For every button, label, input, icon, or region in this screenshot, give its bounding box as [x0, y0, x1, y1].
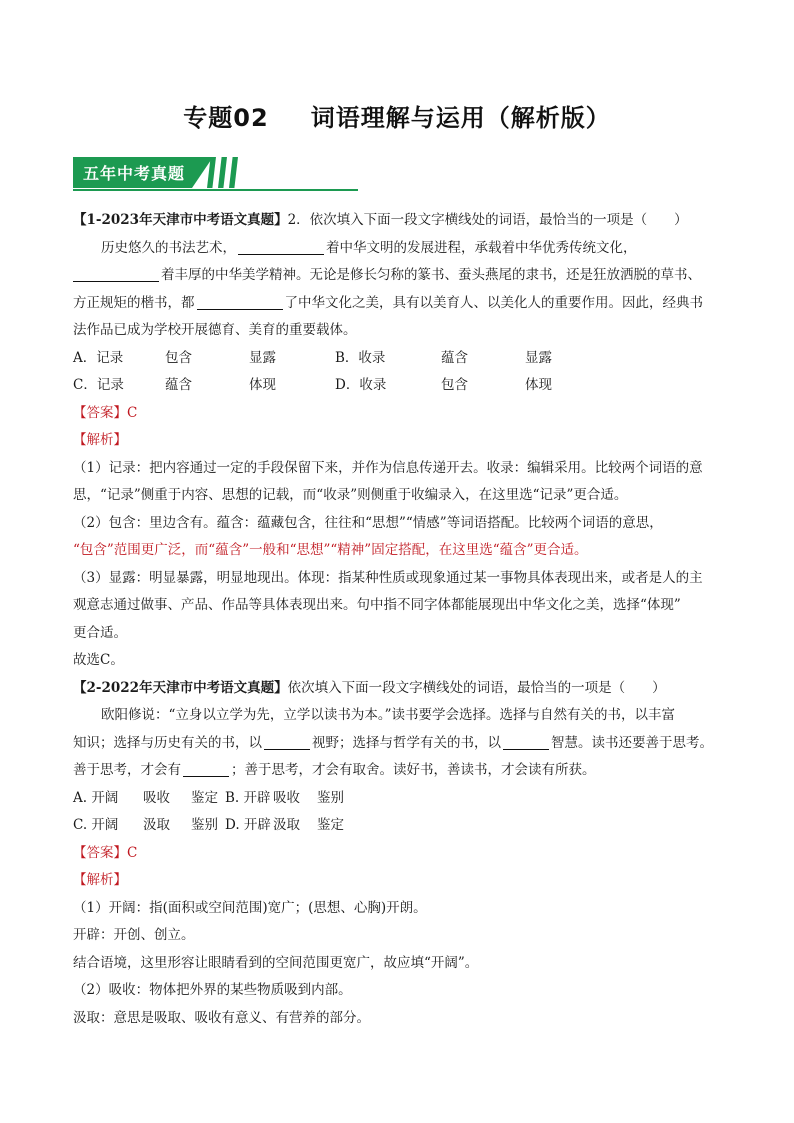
q1-text: 着中华文明的发展进程，承载着中华优秀传统文化，: [326, 239, 637, 256]
q1-stem: 2．依次填入下面一段文字横线处的词语，最恰当的一项是（ ）: [287, 212, 688, 228]
option-d-3: 鉴定: [317, 817, 344, 833]
option-a-2: 吸收: [143, 789, 170, 806]
q1-text: 历史悠久的书法艺术，: [101, 239, 236, 256]
option-a-1: A. 开阔: [73, 789, 119, 806]
banner-stripe: [229, 157, 238, 188]
banner-stripe: [218, 157, 227, 188]
analysis-line: 思，“记录”侧重于内容、思想的记载，而“收录”则侧重于收编录入，在这里选“记录”更合适。: [73, 487, 628, 503]
option-c-2: 汲取: [143, 817, 170, 833]
q2-text: 善于思考，才会有: [73, 762, 181, 778]
q2-options-row: [73, 785, 723, 813]
q1-passage-line: [73, 235, 723, 263]
q2-text: ；善于思考，才会有取舍。读好书，善读书，才会读有所获。: [231, 762, 596, 778]
option-b-1: B．收录: [335, 349, 386, 366]
q1-answer: [73, 400, 723, 428]
option-d-2: 包含: [441, 377, 468, 393]
fill-blank: [264, 733, 310, 750]
page-title: [0, 98, 794, 133]
analysis-line: 更合适。: [73, 624, 127, 641]
option-a-1: A．记录: [73, 349, 124, 366]
q1-text: 了中华文化之美，具有以美育人、以美化人的重要作用。因此，经典书: [284, 294, 703, 311]
q1-passage-line: [73, 262, 723, 290]
q1-passage-line: [73, 290, 723, 318]
option-d-1: D．收录: [335, 377, 387, 393]
analysis-line: （1）记录：把内容通过一定的手段保留下来，并作为信息传递开去。收录：编辑采用。比较两个词语的意: [73, 459, 703, 476]
fill-blank: [503, 733, 549, 750]
analysis-line: （2）包含：里边含有。蕴含：蕴藏包含，往往和“思想”“情感”等词语搭配。比较两个词语的意思，: [73, 514, 663, 531]
section-banner: [73, 157, 358, 193]
analysis-line: 汲取：意思是吸取、吸收有意义、有营养的部分。: [73, 1009, 370, 1026]
analysis-line: （1）开阔：指(面积或空间范围)宽广；(思想、心胸)开朗。: [73, 899, 427, 916]
fill-blank: [197, 293, 283, 310]
option-d-1: D. 开辟: [225, 817, 271, 833]
answer-tag: 【答案】: [73, 844, 127, 861]
q2-text: 视野；选择与哲学有关的书，以: [312, 734, 501, 751]
analysis-line: 开辟：开创、创立。: [73, 927, 195, 943]
option-b-3: 鉴别: [317, 789, 344, 806]
analysis-tag: 【解析】: [73, 872, 127, 888]
q2-passage-line: [73, 757, 723, 785]
option-b-3: 显露: [525, 349, 552, 366]
q1-source: 【1-2023年天津市中考语文真题】: [73, 212, 288, 228]
analysis-line: （3）显露：明显暴露，明显地现出。体现：指某种性质或现象通过某一事物具体表现出来，或者是人的主: [73, 569, 703, 586]
title-number: 专题02: [183, 104, 269, 132]
conclusion: 故选C。: [73, 652, 124, 668]
option-c-1: C．记录: [73, 377, 124, 393]
option-b-2: 蕴含: [441, 349, 468, 366]
q1-options-row: [73, 372, 723, 400]
q2-answer: [73, 840, 723, 868]
q1-text: 方正规矩的楷书，都: [73, 294, 195, 311]
option-a-3: 显露: [249, 349, 276, 366]
option-c-3: 体现: [249, 377, 276, 393]
fill-blank: [183, 760, 229, 777]
q1-heading: [73, 207, 723, 235]
option-c-1: C. 开阔: [73, 817, 119, 833]
section-label: 五年中考真题: [83, 164, 186, 183]
banner-underline: [73, 189, 358, 191]
option-b-2: 吸收: [273, 789, 300, 806]
q2-stem: 依次填入下面一段文字横线处的词语，最恰当的一项是（ ）: [287, 679, 666, 696]
option-d-3: 体现: [525, 377, 552, 393]
answer-value: C: [127, 844, 138, 861]
q1-text: 着丰厚的中华美学精神。无论是修长匀称的篆书、蚕头燕尾的隶书，还是狂放洒脱的草书、: [161, 267, 701, 283]
q1-options-row: [73, 345, 723, 373]
answer-value: C: [127, 404, 138, 421]
q2-text: 知识；选择与历史有关的书，以: [73, 734, 262, 751]
q2-options-row: [73, 812, 723, 840]
option-a-3: 鉴定: [191, 789, 218, 806]
title-text: 词语理解与运用（解析版）: [310, 104, 611, 132]
option-c-3: 鉴别: [191, 817, 218, 833]
q2-passage-line: 欧阳修说：“立身以立学为先，立学以读书为本。”读书要学会选择。选择与自然有关的书，以丰富: [101, 707, 676, 723]
analysis-line: 观意志通过做事、产品、作品等具体表现出来。句中指不同字体都能展现出中华文化之美，选择“体现”: [73, 597, 681, 613]
fill-blank: [73, 265, 159, 282]
option-a-2: 包含: [165, 349, 192, 366]
option-c-2: 蕴含: [165, 377, 192, 393]
q2-text: 智慧。读书还要善于思考。: [551, 734, 713, 751]
analysis-line: （2）吸收：物体把外界的某些物质吸到内部。: [73, 982, 352, 998]
analysis-tag: 【解析】: [73, 432, 127, 448]
document-body: [73, 207, 723, 1032]
q2-source: 【2-2022年天津市中考语文真题】: [73, 679, 288, 696]
q2-heading: [73, 675, 723, 703]
q2-passage-line: [73, 730, 723, 758]
analysis-line: 结合语境，这里形容让眼睛看到的空间范围更宽广，故应填“开阔”。: [73, 954, 479, 971]
option-b-1: B. 开辟: [225, 789, 271, 806]
fill-blank: [238, 238, 324, 255]
option-d-2: 汲取: [273, 817, 300, 833]
analysis-line-highlight: “包含”范围更广泛，而“蕴含”一般和“思想”“精神”固定搭配，在这里选“蕴含”更合适。: [73, 542, 588, 558]
answer-tag: 【答案】: [73, 404, 127, 421]
q1-passage-line: 法作品已成为学校开展德育、美育的重要载体。: [73, 322, 357, 338]
